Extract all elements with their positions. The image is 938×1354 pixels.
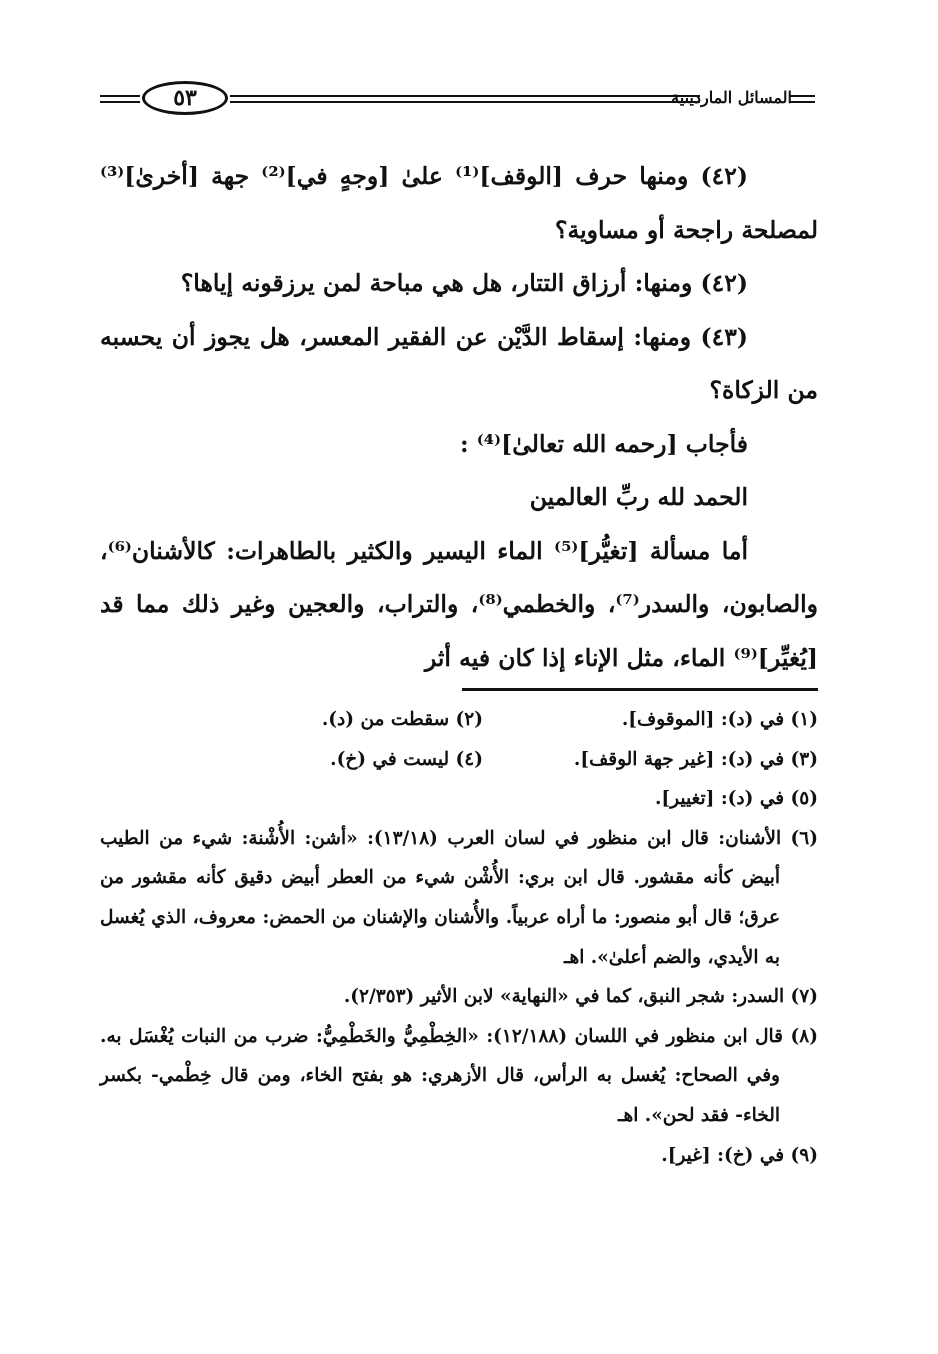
footnote-8: (٨) قال ابن منظور في اللسان (١٢/١٨٨): «الخِطْمِيُّ والخَطْمِيُّ: ضرب من النبات يُغْسَل به. وفي الصحاح: يُغسل به الرأس، قال الأزهري: هو بفتح الخاء، ومن قال خِطْمي- بكسر الخاء- فقد لحن». اهـ (100, 1025, 818, 1126)
running-title: المسائل الماردينية (671, 88, 792, 107)
question-42-waqf: (٤٢) ومنها حرف [الوقف]⁽¹⁾ علىٰ [وجهٍ في]⁽²⁾ جهة [أخرىٰ]⁽³⁾ لمصلحة راجحة أو مساوية؟ (100, 162, 818, 244)
header-rule (100, 95, 140, 97)
question-42-tatar: (٤٢) ومنها: أرزاق التتار، هل هي مباحة لمن يرزقونه إياها؟ (180, 269, 748, 297)
main-text (100, 150, 818, 685)
footnote-6: (٦) الأشنان: قال ابن منظور في لسان العرب (١٣/١٨): «أشن: الأُشْنة: شيء من الطيب أبيض كأنه مقشور. قال ابن بري: الأُشْن شيء من العطر أبيض دقيق كأنه مقشور من عرق؛ قال أبو منصور: ما أراه عربياً. والأُشنان والإشنان من الحمض: معروف، الذي يُغسل به الأيدي، والضم أعلىٰ». اهـ (100, 827, 818, 968)
page-header (100, 80, 815, 124)
hamdala: الحمد لله ربِّ العالمين (529, 483, 748, 511)
page-number: ٥٣ (173, 85, 197, 111)
footnotes (100, 700, 818, 1175)
header-rule (230, 101, 700, 103)
header-rule (100, 101, 140, 103)
question-43-dayn: (٤٣) ومنها: إسقاط الدَّيْن عن الفقير المعسر، هل يجوز أن يحسبه من الزكاة؟ (100, 322, 818, 404)
footnote-separator (462, 688, 818, 691)
header-rule (790, 101, 815, 103)
page-number-oval (142, 81, 228, 115)
footnote-row (100, 740, 818, 780)
footnote-7: (٧) السدر: شجر النبق، كما في «النهاية» لابن الأثير (٢/٣٥٣). (343, 986, 818, 1008)
footnote-2: (٢) سقطت من (د). (321, 709, 483, 730)
answer-intro: فأجاب [رحمه الله تعالىٰ]⁽⁴⁾ : (459, 429, 748, 458)
answer-paragraph: أما مسألة [تغيُّر]⁽⁵⁾ الماء اليسير والكثير بالطاهرات: كالأشنان⁽⁶⁾، والصابون، والسدر⁽⁷⁾، والخطمي⁽⁸⁾، والتراب، والعجين وغير ذلك مما قد [يُغيِّر]⁽⁹⁾ الماء، مثل الإناء إذا كان فيه أثر (100, 536, 818, 672)
header-rule (790, 95, 815, 97)
footnote-row (100, 700, 818, 740)
footnote-1: (١) في (د): [الموقوف]. (621, 709, 818, 730)
header-rule (230, 95, 700, 97)
footnote-4: (٤) ليست في (خ). (330, 748, 483, 770)
footnote-9: (٩) في (خ): [غير]. (661, 1144, 818, 1166)
footnote-5: (٥) في (د): [تغيير]. (654, 788, 818, 810)
footnote-3: (٣) في (د): [غير جهة الوقف]. (573, 748, 818, 770)
